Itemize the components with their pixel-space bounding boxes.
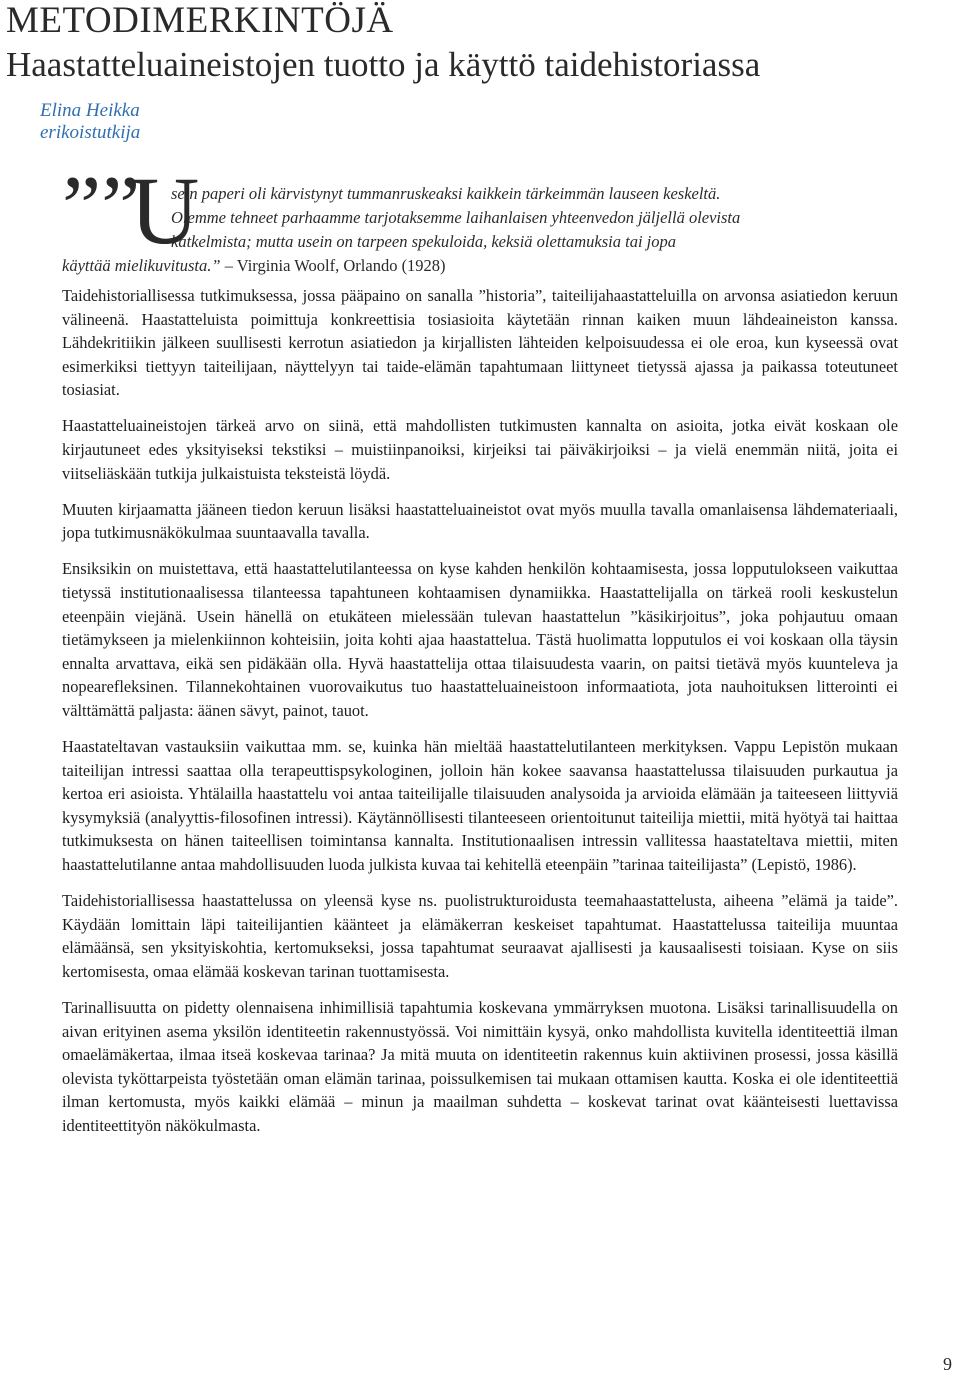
- epigraph-line-1: sein paperi oli kärvistynyt tummanruskeaksi kaikkein tärkeimmän lauseen keskeltä.: [171, 184, 721, 203]
- epigraph-line-3: katkelmista; mutta usein on tarpeen spekuloida, keksiä olettamuksia tai jopa: [171, 232, 676, 251]
- epigraph-line-4: [62, 254, 446, 278]
- section-label: METODIMERKINTÖJÄ: [6, 0, 394, 41]
- author-role: erikoistutkija: [40, 122, 141, 143]
- paragraph-6: Taidehistoriallisessa haastattelussa on yleensä kyse ns. puolistrukturoidusta teemahaastattelusta, aiheena ”elämä ja taide”. Käydään lomittain läpi taiteilijantien käänteet ja elämäkerran keskeiset tapahtumat. Haastattelussa taiteilija muuntaa elämäänsä, sen yksityiskohtia, kertomukseksi, jossa tapahtumat seuraavat ajallisesti ja kausaalisesti toisiaan. Kyse on siis kertomisesta, omaa elämää koskevan tarinan tuottamisesta.: [62, 891, 898, 981]
- opening-quote-mark: ””: [62, 159, 141, 256]
- paragraph-2: Haastatteluaineistojen tärkeä arvo on siinä, että mahdollisten tutkimusten kannalta on asioita, jotka eivät koskaan ole kirjautuneet edes yksityiseksi tekstiksi – muistiinpanoiksi, kirjeiksi tai päiväkirjoiksi – ja vielä enemmän niitä, joita ei viitseliäskään tutkija julkaistuista teksteistä löydä.: [62, 416, 898, 483]
- paragraph-3: Muuten kirjaamatta jääneen tiedon keruun lisäksi haastatteluaineistot ovat myös muulla tavalla omanlaisensa lähdemateriaali, jopa tutkimusnäkökulmaa suuntaavalla tavalla.: [62, 499, 898, 543]
- paragraph-5: Haastateltavan vastauksiin vaikuttaa mm. se, kuinka hän mieltää haastattelutilanteen merkityksen. Vappu Lepistön mukaan taiteilijan intressi saattaa olla terapeuttispsykologinen, jolloin hän kokee saavansa haastattelussa tilaisuuden purkautua ja kertoa eri asioista. Yhtälailla haastattelu voi antaa taiteilijalle tilaisuuden analysoida ja arvioida elämään ja taiteeseen liittyviä kysymyksiä (analyyttis-filosofinen intressi). Käytännöllisesti tilanteeseen orientoitunut taiteilija miettii, mitä hyötyä tai haittaa tutkimuksesta on hänen taiteellisen toimintansa kannalta. Institutionaalisen intressin vallitessa haastateltava miettii, miten haastattelutilanne antaa mahdollisuuden luoda julkista kuvaa tai kehitellä eteenpäin ”tarinaa taiteilijasta” (Lepistö, 1986).: [62, 737, 898, 875]
- author-block: [40, 100, 140, 144]
- dropcap-letter: U: [130, 157, 200, 264]
- paragraph-7: Tarinallisuutta on pidetty olennaisena inhimillisiä tapahtumia koskevana ymmärryksen muotona. Lisäksi tarinallisuudella on aivan erityinen asema yksilön identiteetin rakennustyössä. Voi nimittäin kysyä, onko mahdollista kuvitella identiteettiä ilman omaelämäkertaa, ilmaa itseä koskevaa tarinaa? Ja mitä muuta on identiteetin rakennus kuin aktiivinen prosessi, jossa käsillä olevista tyköttarpeista työstetään oman elämän tarinaa, poissulkemisen tai mukaan ottamisen kautta. Koska ei ole identiteettiä ilman kertomusta, myös kaikki elämää – minun ja maailman suhdetta – koskevat tarinat ovat käänteisesti luettavissa identiteettityön näkökulmasta.: [62, 998, 898, 1135]
- author-name: Elina Heikka: [40, 100, 140, 121]
- epigraph-line-2: Olemme tehneet parhaamme tarjotaksemme laihanlaisen yhteenvedon jäljellä olevista: [171, 208, 741, 227]
- epigraph-source: – Virginia Woolf, Orlando (1928): [220, 256, 446, 275]
- article-title: Haastatteluaineistojen tuotto ja käyttö taidehistoriassa: [6, 45, 761, 84]
- paragraph-4: Ensiksikin on muistettava, että haastattelutilanteessa on kyse kahden henkilön kohtaamisesta, jossa lopputulokseen vaikuttaa tietyssä institutionaalisessa tilanteessa tapahtuneen kohtaamisen dynamiikka. Haastattelijalla on tärkeä rooli keskustelun eteenpäin viejänä. Usein hänellä on etukäteen mielessään tulevan haastattelun ”käsikirjoitus”, joka pohjautuu omaan tietämykseen ja mielenkiinnon kohteisiin, joita kohti ajaa haastattelua. Tästä huolimatta lopputulos ei voi koskaan olla täysin ennalta arvattava, eikä sen pidäkään olla. Hyvä haastattelija ottaa tilaisuudesta vaarin, on paitsi tietävä myös kuunteleva ja nopearefleksinen. Tilannekohtainen vuorovaikutus tuo haastatteluaineistoon informaatiota, jota nauhoituksen litterointi ei välttämättä paljasta: äänen sävyt, painot, tauot.: [62, 559, 898, 720]
- article-body: [62, 284, 898, 1150]
- page-number: 9: [943, 1354, 952, 1374]
- epigraph-closing: käyttää mielikuvitusta.”: [62, 256, 221, 275]
- paragraph-1: Taidehistoriallisessa tutkimuksessa, jossa pääpaino on sanalla ”historia”, taiteilijahaastatteluilla on arvonsa asiatiedon keruun välineenä. Haastatteluista poimittuja konkreettisia tosiasioita käytetään rinnan kaiken muun lähdeaineiston kanssa. Lähdekritiikin jälkeen suullisesti kerrotun asiatiedon ja kirjallisten lähteiden kelpoisuudessa ei ole eroa, kun kyseessä ovat esimerkiksi tiettyyn taiteilijaan, näyttelyyn tai taide-elämän tapahtumaan liittyneet tietyssä ajassa ja paikassa toteutuneet tosiasiat.: [62, 286, 898, 400]
